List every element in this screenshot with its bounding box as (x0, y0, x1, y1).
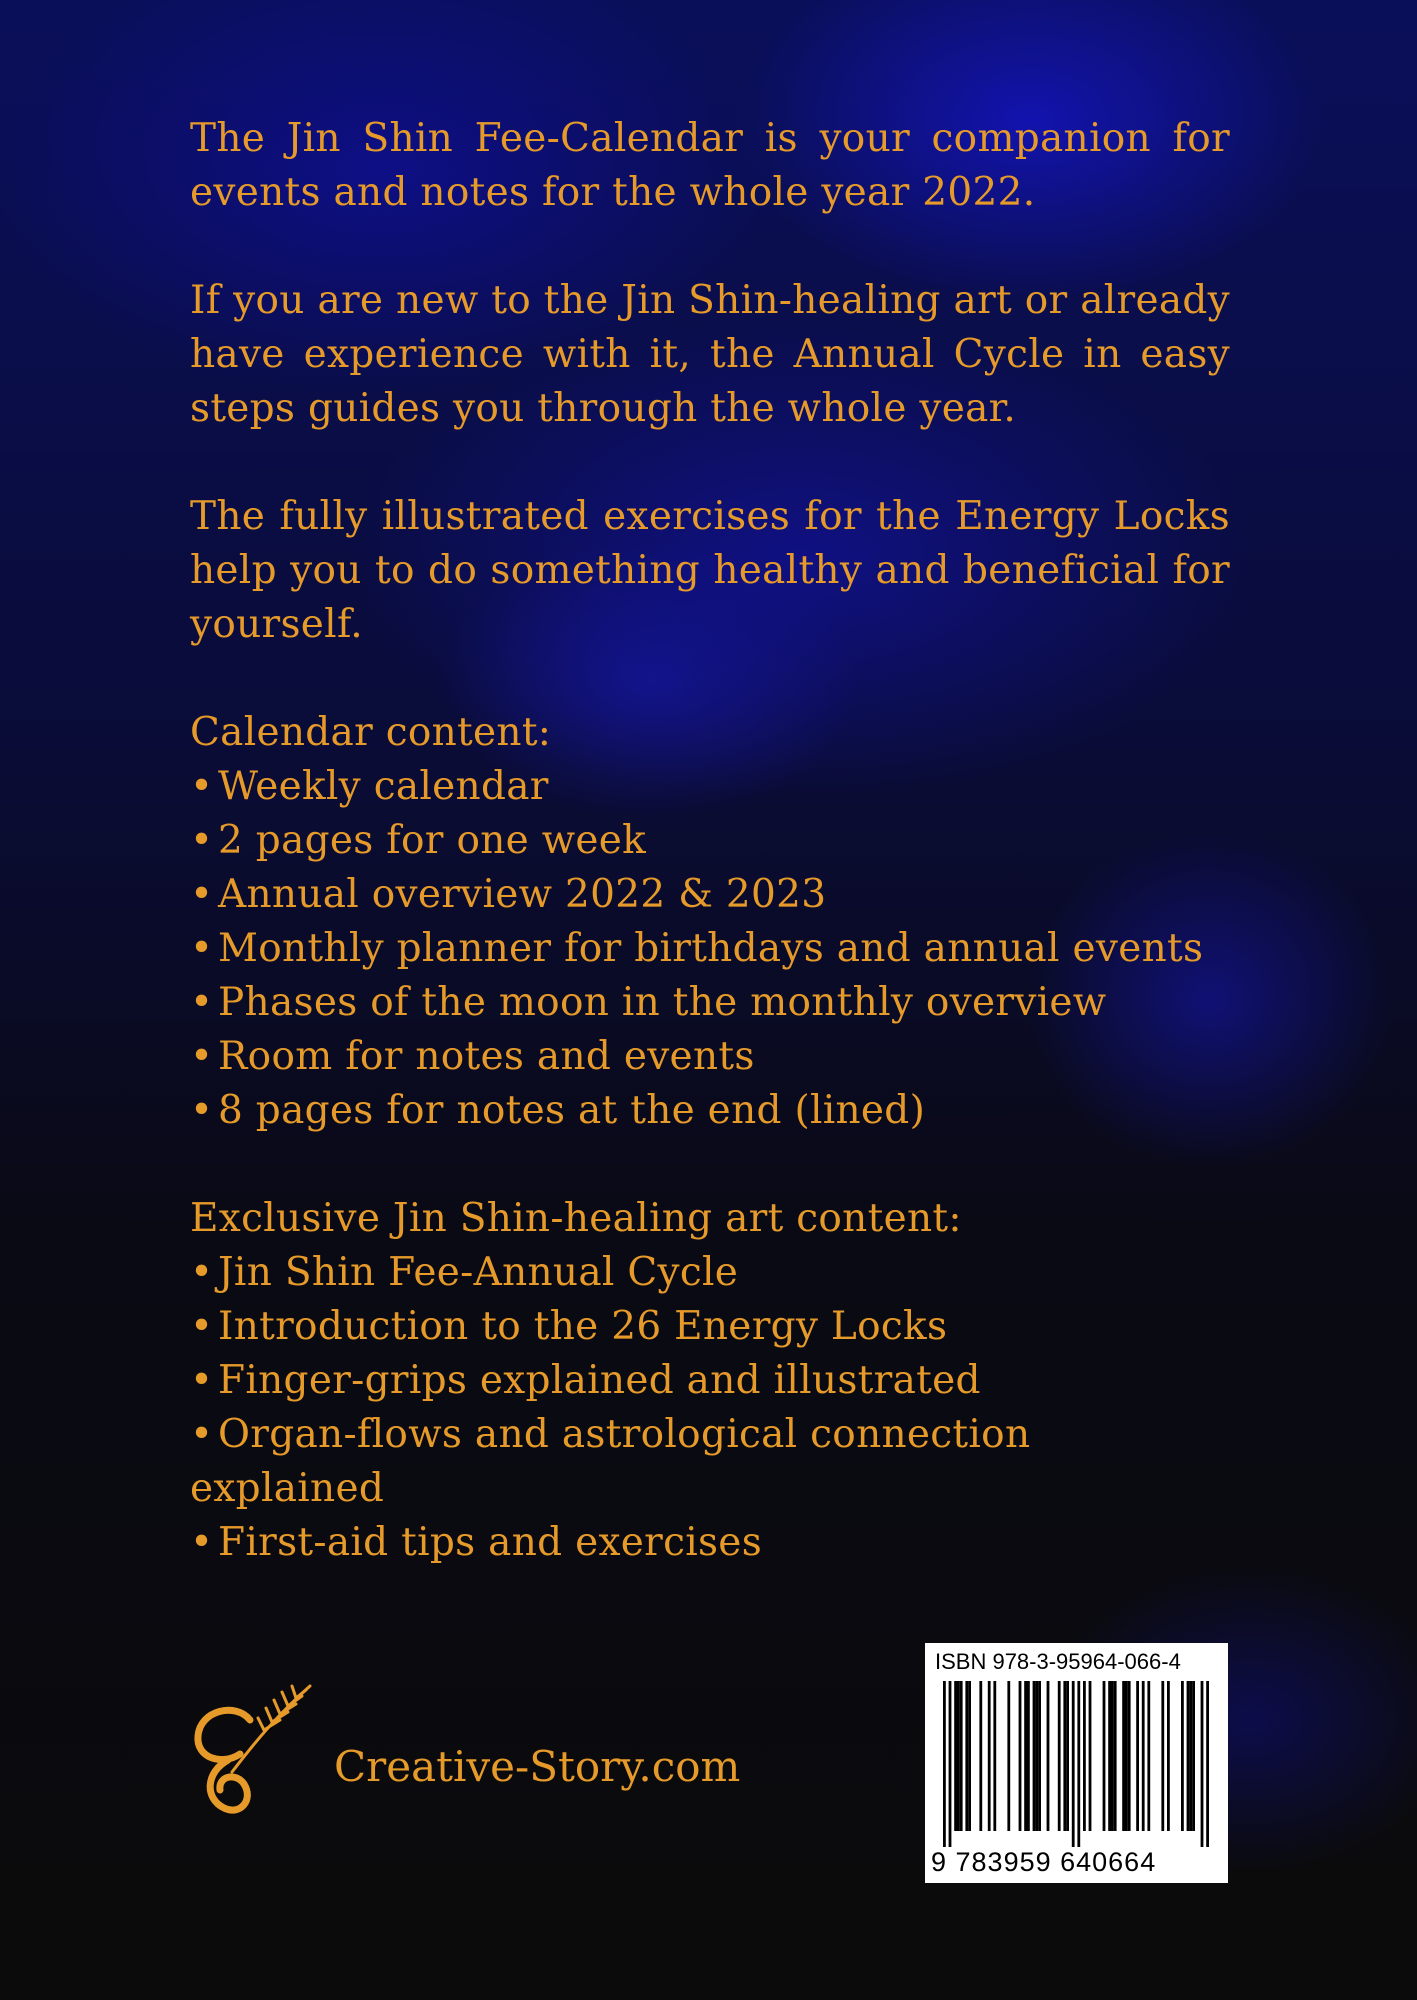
isbn-barcode (925, 1643, 1228, 1883)
list-item (190, 1516, 1230, 1570)
barcode-bar (1128, 1681, 1131, 1831)
list-item-text: Weekly calendar (218, 764, 549, 809)
barcode-bar (957, 1681, 960, 1831)
barcode-bar (988, 1681, 991, 1831)
barcode-bar (1167, 1681, 1170, 1831)
barcode-bar (1089, 1681, 1092, 1831)
list-item-text: Jin Shin Fee-Annual Cycle (218, 1250, 739, 1295)
list-item-text: Introduction to the 26 Energy Locks (218, 1304, 948, 1349)
barcode-bar (968, 1681, 971, 1831)
list-item (190, 1354, 1230, 1408)
bullet-icon: • (190, 1412, 214, 1457)
calendar-content-list (190, 760, 1230, 1138)
back-cover-text (190, 112, 1230, 1624)
barcode-bar (1125, 1681, 1128, 1831)
barcode-bar (1103, 1681, 1106, 1831)
publisher-website: Creative-Story.com (334, 1742, 741, 1791)
barcode-bar (1083, 1681, 1086, 1831)
barcode-bar (1189, 1681, 1192, 1831)
barcode-bar (1206, 1681, 1209, 1847)
intro-paragraph-2: If you are new to the Jin Shin-healing art or already have experience with it, the Annual Cycle in easy steps guides you through the whole year. (190, 278, 1230, 431)
calendar-content-section (190, 706, 1230, 1138)
intro-paragraph-3: The fully illustrated exercises for the Energy Locks help you to do something healthy and beneficial for yourself. (190, 494, 1230, 647)
barcode-bar (1019, 1681, 1022, 1831)
barcode-bar (1063, 1681, 1066, 1831)
barcode-bar (993, 1681, 996, 1831)
list-item (190, 1246, 1230, 1300)
bullet-icon: • (190, 980, 214, 1025)
list-item-text: Annual overview 2022 & 2023 (218, 872, 827, 917)
barcode-bar (1024, 1681, 1027, 1831)
barcode-bar (1187, 1681, 1190, 1831)
barcode-bar (1122, 1681, 1125, 1831)
barcode-bar (1201, 1681, 1204, 1847)
list-item-text: 8 pages for notes at the end (lined) (218, 1088, 926, 1133)
barcode-bar (1192, 1681, 1195, 1831)
barcode-bar (949, 1681, 952, 1847)
list-item (190, 976, 1230, 1030)
list-item-text: Room for notes and events (218, 1034, 755, 1079)
barcode-bar (1142, 1681, 1145, 1831)
list-item-text: Phases of the moon in the monthly overview (218, 980, 1107, 1025)
barcode-bar (1077, 1681, 1080, 1847)
bullet-icon: • (190, 818, 214, 863)
bullet-icon: • (190, 1358, 214, 1403)
bullet-icon: • (190, 1034, 214, 1079)
list-item (190, 922, 1230, 976)
barcode-bar (965, 1681, 968, 1831)
isbn-label: ISBN 978-3-95964-066-4 (935, 1649, 1181, 1674)
barcode-bar (1111, 1681, 1114, 1831)
barcode-bar (960, 1681, 963, 1831)
barcode-bar (1108, 1681, 1111, 1831)
barcode-bar (1027, 1681, 1030, 1831)
bullet-icon: • (190, 1250, 214, 1295)
barcode-bar (1072, 1681, 1075, 1847)
barcode-digits: 9 783959 640664 (931, 1847, 1157, 1877)
list-item (190, 814, 1230, 868)
barcode-bar (1161, 1681, 1164, 1831)
bullet-icon: • (190, 1088, 214, 1133)
intro-paragraph-1: The Jin Shin Fee-Calendar is your companion for events and notes for the whole year 2022. (190, 116, 1230, 215)
calendar-content-title: Calendar content: (190, 710, 552, 755)
bullet-icon: • (190, 926, 214, 971)
list-item (190, 1408, 1230, 1516)
barcode-bar (1147, 1681, 1150, 1831)
barcode-bar (979, 1681, 982, 1831)
barcode-bar (1114, 1681, 1117, 1831)
bullet-icon: • (190, 1520, 214, 1565)
barcode-bar (1035, 1681, 1038, 1831)
barcode-bar (1038, 1681, 1041, 1831)
bullet-icon: • (190, 1304, 214, 1349)
exclusive-content-list (190, 1246, 1230, 1570)
list-item-text: Finger-grips explained and illustrated (218, 1358, 981, 1403)
barcode-bar (1181, 1681, 1184, 1831)
barcode-bars (935, 1681, 1217, 1851)
list-item-text: First-aid tips and exercises (218, 1520, 763, 1565)
barcode-bar (1058, 1681, 1061, 1831)
barcode-bar (1136, 1681, 1139, 1831)
barcode-bar (1047, 1681, 1050, 1831)
list-item (190, 868, 1230, 922)
list-item (190, 1084, 1230, 1138)
barcode-bar (1007, 1681, 1010, 1831)
barcode-bar (1033, 1681, 1036, 1831)
list-item-text: Organ-flows and astrological connection explained (190, 1412, 1031, 1511)
barcode-bar (943, 1681, 946, 1847)
cs-feather-logo-icon (188, 1680, 318, 1840)
list-item (190, 1300, 1230, 1354)
list-item-text: 2 pages for one week (218, 818, 647, 863)
list-item (190, 760, 1230, 814)
exclusive-content-title: Exclusive Jin Shin-healing art content: (190, 1196, 962, 1241)
barcode-bar (954, 1681, 957, 1831)
list-item-text: Monthly planner for birthdays and annual events (218, 926, 1204, 971)
bullet-icon: • (190, 872, 214, 917)
barcode-bar (1066, 1681, 1069, 1831)
bullet-icon: • (190, 764, 214, 809)
exclusive-content-section (190, 1192, 1230, 1570)
list-item (190, 1030, 1230, 1084)
